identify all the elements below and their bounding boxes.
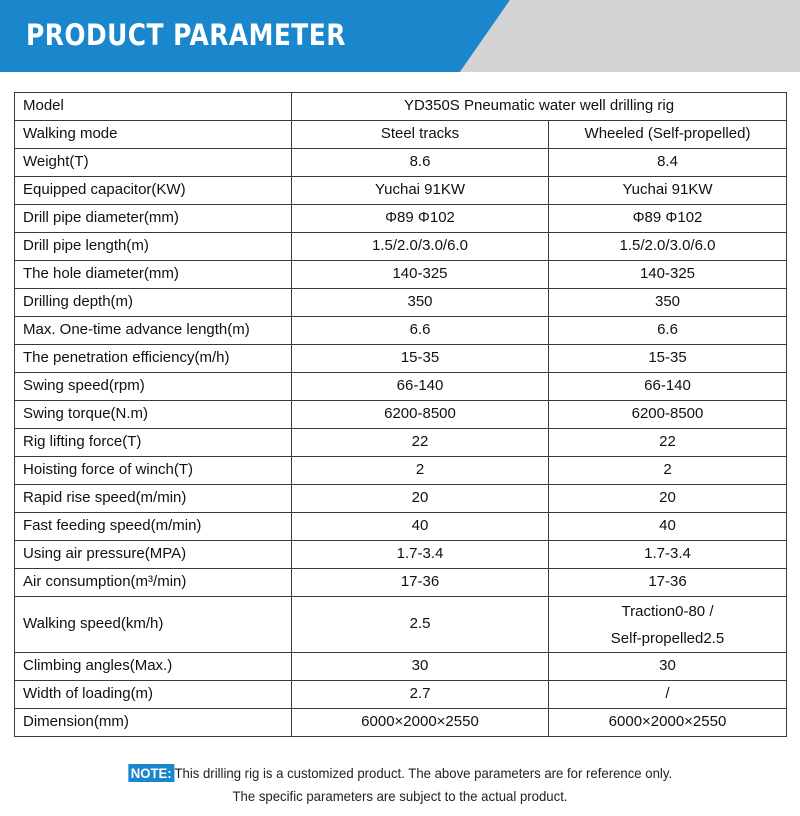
cell-steel-tracks: 6200-8500 bbox=[292, 401, 549, 429]
cell-wheeled: Wheeled (Self-propelled) bbox=[549, 121, 787, 149]
table-row bbox=[15, 681, 787, 709]
cell-wheeled: 2 bbox=[549, 457, 787, 485]
table-row bbox=[15, 513, 787, 541]
cell-steel-tracks: 350 bbox=[292, 289, 549, 317]
cell-steel-tracks: 140-325 bbox=[292, 261, 549, 289]
cell-steel-tracks: 8.6 bbox=[292, 149, 549, 177]
table-row bbox=[15, 205, 787, 233]
row-label: Rapid rise speed(m/min) bbox=[15, 485, 292, 513]
row-label: Using air pressure(MPA) bbox=[15, 541, 292, 569]
cell-wheeled: / bbox=[549, 681, 787, 709]
row-label: Walking mode bbox=[15, 121, 292, 149]
header-banner bbox=[0, 0, 800, 72]
row-label: Swing speed(rpm) bbox=[15, 373, 292, 401]
note-tag: NOTE: bbox=[128, 764, 175, 782]
table-row bbox=[15, 541, 787, 569]
cell-line: Traction0-80 / bbox=[621, 602, 714, 620]
table-row bbox=[15, 485, 787, 513]
table-row bbox=[15, 373, 787, 401]
footnote-line-2: The specific parameters are subject to the actual product. bbox=[232, 788, 568, 804]
cell-steel-tracks: 2 bbox=[292, 457, 549, 485]
cell-wheeled: 1.7-3.4 bbox=[549, 541, 787, 569]
cell-steel-tracks: 40 bbox=[292, 513, 549, 541]
cell-steel-tracks: 20 bbox=[292, 485, 549, 513]
table-row bbox=[15, 317, 787, 345]
cell-wheeled: Yuchai 91KW bbox=[549, 177, 787, 205]
table-row bbox=[15, 457, 787, 485]
cell-wheeled bbox=[549, 597, 787, 653]
cell-wheeled: 15-35 bbox=[549, 345, 787, 373]
cell-wheeled: 22 bbox=[549, 429, 787, 457]
row-label: The penetration efficiency(m/h) bbox=[15, 345, 292, 373]
cell-steel-tracks: 1.7-3.4 bbox=[292, 541, 549, 569]
row-label: The hole diameter(mm) bbox=[15, 261, 292, 289]
row-label: Walking speed(km/h) bbox=[15, 597, 292, 653]
cell-wheeled: 20 bbox=[549, 485, 787, 513]
cell-wheeled: 350 bbox=[549, 289, 787, 317]
page-title: PRODUCT PARAMETER bbox=[26, 18, 346, 52]
row-label: Rig lifting force(T) bbox=[15, 429, 292, 457]
table-row bbox=[15, 289, 787, 317]
cell-wheeled: 6.6 bbox=[549, 317, 787, 345]
table-row bbox=[15, 149, 787, 177]
cell-steel-tracks: 30 bbox=[292, 653, 549, 681]
table-row bbox=[15, 345, 787, 373]
cell-steel-tracks: 2.7 bbox=[292, 681, 549, 709]
row-label: Climbing angles(Max.) bbox=[15, 653, 292, 681]
cell-steel-tracks: 15-35 bbox=[292, 345, 549, 373]
table-row bbox=[15, 93, 787, 121]
row-label: Drill pipe diameter(mm) bbox=[15, 205, 292, 233]
cell-steel-tracks: 6.6 bbox=[292, 317, 549, 345]
table-row bbox=[15, 121, 787, 149]
table-row bbox=[15, 401, 787, 429]
row-label: Dimension(mm) bbox=[15, 709, 292, 737]
cell-wheeled: 8.4 bbox=[549, 149, 787, 177]
table-row bbox=[15, 177, 787, 205]
row-label: Model bbox=[15, 93, 292, 121]
cell-wheeled: Φ89 Φ102 bbox=[549, 205, 787, 233]
footnote bbox=[0, 762, 800, 808]
row-label: Drill pipe length(m) bbox=[15, 233, 292, 261]
cell-steel-tracks: 22 bbox=[292, 429, 549, 457]
cell-steel-tracks: 6000×2000×2550 bbox=[292, 709, 549, 737]
cell-steel-tracks: 17-36 bbox=[292, 569, 549, 597]
model-value: YD350S Pneumatic water well drilling rig bbox=[292, 93, 787, 121]
row-label: Drilling depth(m) bbox=[15, 289, 292, 317]
row-label: Equipped capacitor(KW) bbox=[15, 177, 292, 205]
parameter-table bbox=[14, 92, 787, 737]
cell-steel-tracks: 66-140 bbox=[292, 373, 549, 401]
table-row bbox=[15, 261, 787, 289]
cell-steel-tracks: 1.5/2.0/3.0/6.0 bbox=[292, 233, 549, 261]
cell-wheeled: 17-36 bbox=[549, 569, 787, 597]
cell-wheeled: 1.5/2.0/3.0/6.0 bbox=[549, 233, 787, 261]
note-text: This drilling rig is a customized product. The above parameters are for reference only. bbox=[174, 765, 673, 781]
cell-wheeled: 6000×2000×2550 bbox=[549, 709, 787, 737]
row-label: Air consumption(m³/min) bbox=[15, 569, 292, 597]
cell-wheeled: 40 bbox=[549, 513, 787, 541]
row-label: Max. One-time advance length(m) bbox=[15, 317, 292, 345]
cell-wheeled: 140-325 bbox=[549, 261, 787, 289]
cell-wheeled: 6200-8500 bbox=[549, 401, 787, 429]
footnote-line-1 bbox=[24, 762, 776, 785]
cell-steel-tracks: Φ89 Φ102 bbox=[292, 205, 549, 233]
row-label: Weight(T) bbox=[15, 149, 292, 177]
table-row bbox=[15, 569, 787, 597]
table-row bbox=[15, 709, 787, 737]
row-label: Fast feeding speed(m/min) bbox=[15, 513, 292, 541]
table-row bbox=[15, 233, 787, 261]
cell-line: Self-propelled2.5 bbox=[610, 629, 725, 647]
cell-steel-tracks: 2.5 bbox=[292, 597, 549, 653]
row-label: Width of loading(m) bbox=[15, 681, 292, 709]
cell-wheeled: 66-140 bbox=[549, 373, 787, 401]
table-row bbox=[15, 429, 787, 457]
cell-steel-tracks: Yuchai 91KW bbox=[292, 177, 549, 205]
row-label: Hoisting force of winch(T) bbox=[15, 457, 292, 485]
row-label: Swing torque(N.m) bbox=[15, 401, 292, 429]
cell-wheeled: 30 bbox=[549, 653, 787, 681]
cell-steel-tracks: Steel tracks bbox=[292, 121, 549, 149]
table-row bbox=[15, 597, 787, 653]
table-row bbox=[15, 653, 787, 681]
